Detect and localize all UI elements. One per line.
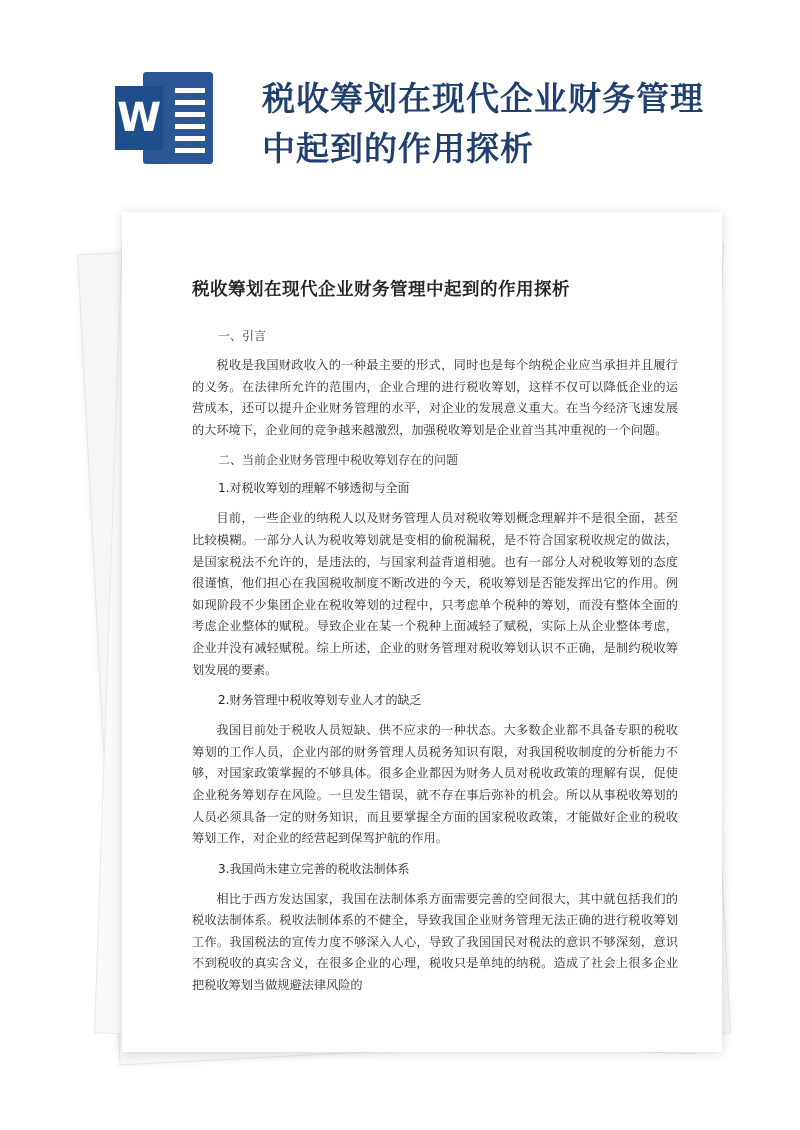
text-line-decoration [175,88,205,93]
paragraph-legal-system: 相比于西方发达国家，我国在法制体系方面需要完善的空间很大，其中就包括我们的税收法制体系。税收法制体系的不健全，导致我国企业财务管理无法正确的进行税收筹划工作。我国税法的宣传力度不够深入人心，导致了我国国民对税法的意识不够深刻，意识不到税收的真实含义，在很多企业的心理，税收只是单纯的纳税。造成了社会上很多企业把税收筹划当做规避法律风险的 [192,891,678,993]
page-title: 税收筹划在现代企业财务管理中起到的作用探析 [192,280,570,300]
paragraph-understanding: 目前，一些企业的纳税人以及财务管理人员对税收筹划概念理解并不是很全面，甚至比较模糊。一部分人认为税收筹划就是变相的偷税漏税，是不符合国家税收规定的做法，是国家税法不允许的，是违法的，与国家利益背道相驰。也有一部分人对税收筹划的态度很谨慎，他们担心在我国税收制度不断改进的今天，税收筹划是否能发挥出它的作用。例如现阶段不少集团企业在税收筹划的过程中，只考虑单个税种的筹划，而没有整体全面的考虑企业整体的赋税。导致企业在某一个税种上面减轻了赋税，实际上从企业整体考虑，企业并没有减轻赋税。综上所述，企业的财务管理对税收筹划认识不正确，是制约税收筹划发展的要素。 [192,511,678,677]
section-heading-problems: 二、当前企业财务管理中税收筹划存在的问题 [218,453,459,468]
header-title-line1: 税收筹划在现代企业财务管理 [262,79,704,118]
text-line-decoration [175,124,205,129]
subsection-heading-talent: 2.财务管理中税收筹划专业人才的缺乏 [218,693,422,708]
text-line-decoration [175,112,205,117]
document-page [122,212,722,1052]
word-document-icon [115,72,215,164]
header-title-line2: 中起到的作用探析 [262,129,534,168]
text-line-decoration [175,148,205,153]
subsection-heading-understanding: 1.对税收筹划的理解不够透彻与全面 [218,481,410,496]
document-header-title [262,74,782,174]
subsection-heading-legal-system: 3.我国尚未建立完善的税收法制体系 [218,861,410,876]
text-line-decoration [175,100,205,105]
section-heading-introduction: 一、引言 [218,329,267,343]
paragraph-introduction: 税收是我国财政收入的一种最主要的形式，同时也是每个纳税企业应当承担并且履行的义务。在法律所允许的范围内，企业合理的进行税收筹划，这样不仅可以降低企业的运营成本，还可以提升企业财务管理的水平，对企业的发展意义重大。在当今经济飞速发展的大环境下，企业间的竞争越来越激烈，加强税收筹划是企业首当其冲重视的一个问题。 [192,358,678,437]
paragraph-talent: 我国目前处于税收人员短缺、供不应求的一种状态。大多数企业都不具备专职的税收筹划的工作人员，企业内部的财务管理人员税务知识有限，对我国税收制度的分析能力不够，对国家政策掌握的不够具体。很多企业都因为财务人员对税收政策的理解有误，促使企业税务筹划存在风险。一旦发生错误，就不存在事后弥补的机会。所以从事税收筹划的人员必须具备一定的财务知识，而且要掌握全方面的国家税收政策，才能做好企业的税收筹划工作，对企业的经营起到保驾护航的作用。 [192,723,678,846]
word-logo-letter: W [115,86,163,150]
text-line-decoration [175,136,205,141]
